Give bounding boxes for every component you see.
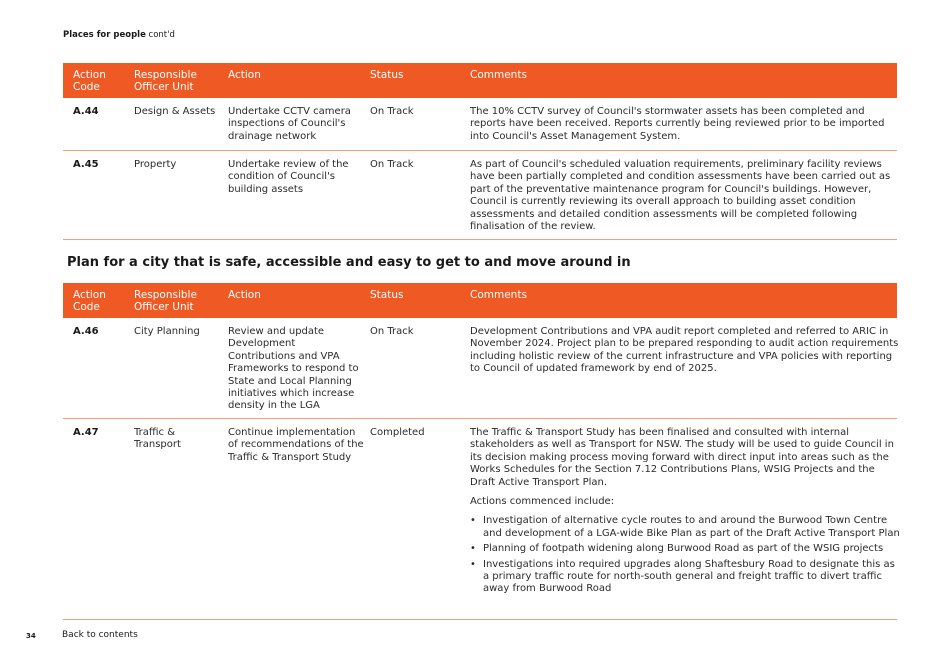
header-responsible-unit: Responsible Officer Unit xyxy=(134,289,197,313)
action-text: Review and update Development Contributions and VPA Frameworks to respond to State and Local Planning initiatives which increase density in the LGA xyxy=(228,326,359,412)
comment-text: As part of Council's scheduled valuation requirements, preliminary facility reviews have been partially completed and condition assessments have been carried out as part of the preventative maintenance program for Council's buildings. However, Council is currently reviewing its overall approach to building asset condition assessments and detailed condition assessments will be completed following finalisation of the review. xyxy=(470,159,891,233)
comment-block xyxy=(470,427,900,599)
list-item xyxy=(470,543,900,555)
page-header xyxy=(63,30,175,40)
table-row xyxy=(63,98,897,151)
list-item-text: Planning of footpath widening along Burwood Road as part of the WSIG projects xyxy=(483,543,884,555)
status-text: On Track xyxy=(370,159,414,170)
table-row xyxy=(63,419,900,620)
list-item-text: Investigations into required upgrades along Shaftesbury Road to designate this as a primary traffic route for north-south general and freight traffic to divert traffic away from Burwood Road xyxy=(483,558,895,595)
table-header xyxy=(63,63,897,98)
responsible-unit: Property xyxy=(134,159,177,170)
header-comments: Comments xyxy=(470,289,527,301)
section-name: Places for people xyxy=(63,30,146,40)
bullet-icon: • xyxy=(470,543,476,555)
list-item xyxy=(470,559,900,596)
header-responsible-unit: Responsible Officer Unit xyxy=(134,69,197,93)
header-action: Action xyxy=(228,69,261,81)
bullet-icon: • xyxy=(470,558,476,570)
status-text: Completed xyxy=(370,427,425,438)
action-code: A.47 xyxy=(73,427,99,438)
actions-table-1 xyxy=(63,63,897,240)
list-item xyxy=(470,515,900,540)
header-status: Status xyxy=(370,69,404,81)
action-code: A.45 xyxy=(73,159,99,170)
list-item-text: Investigation of alternative cycle routes to and around the Burwood Town Centre and development of a LGA-wide Bike Plan as part of the Draft Active Transport Plan xyxy=(483,515,900,539)
page-number: 34 xyxy=(26,632,36,640)
header-comments: Comments xyxy=(470,69,527,81)
table-row xyxy=(63,151,897,240)
header-status: Status xyxy=(370,289,404,301)
responsible-unit: Traffic & Transport xyxy=(134,427,181,451)
status-text: On Track xyxy=(370,326,414,337)
responsible-unit: City Planning xyxy=(134,326,200,337)
comment-text: The Traffic & Transport Study has been finalised and consulted with internal stakeholders as well as Transport for NSW. The study will be used to guide Council in its decision making process moving forward with direct input into areas such as the Works Schedules for the Section 7.12 Contributions Plans, WSIG Projects and the Draft Active Transport Plan. xyxy=(470,427,894,488)
action-text: Continue implementation of recommendations of the Traffic & Transport Study xyxy=(228,427,364,463)
header-action: Action xyxy=(228,289,261,301)
action-code: A.46 xyxy=(73,326,99,337)
header-action-code: Action Code xyxy=(73,69,106,93)
bullet-icon: • xyxy=(470,515,476,527)
comment-text: Development Contributions and VPA audit report completed and referred to ARIC in November 2024. Project plan to be prepared responding to audit action requirements including holistic review of the current infrastructure and VPA policies with reporting to Council of updated framework by end of 2025. xyxy=(470,326,899,375)
section-title: Plan for a city that is safe, accessible and easy to get to and move around in xyxy=(67,255,631,270)
comment-text: The 10% CCTV survey of Council's stormwater assets has been completed and reports have been received. Reports currently being reviewed prior to be imported into Council's Asset Management System. xyxy=(470,106,885,142)
status-text: On Track xyxy=(370,106,414,117)
comment-intro: Actions commenced include: xyxy=(470,496,615,508)
action-text: Undertake CCTV camera inspections of Council's drainage network xyxy=(228,106,351,142)
header-action-code: Action Code xyxy=(73,289,106,313)
table-row xyxy=(63,318,897,419)
back-to-contents-link[interactable]: Back to contents xyxy=(62,630,138,640)
actions-table-2 xyxy=(63,283,900,620)
section-suffix: cont'd xyxy=(145,30,175,40)
responsible-unit: Design & Assets xyxy=(134,106,216,117)
action-text: Undertake review of the condition of Council's building assets xyxy=(228,159,349,195)
action-code: A.44 xyxy=(73,106,99,117)
table-header xyxy=(63,283,897,318)
bullet-list xyxy=(470,515,900,595)
